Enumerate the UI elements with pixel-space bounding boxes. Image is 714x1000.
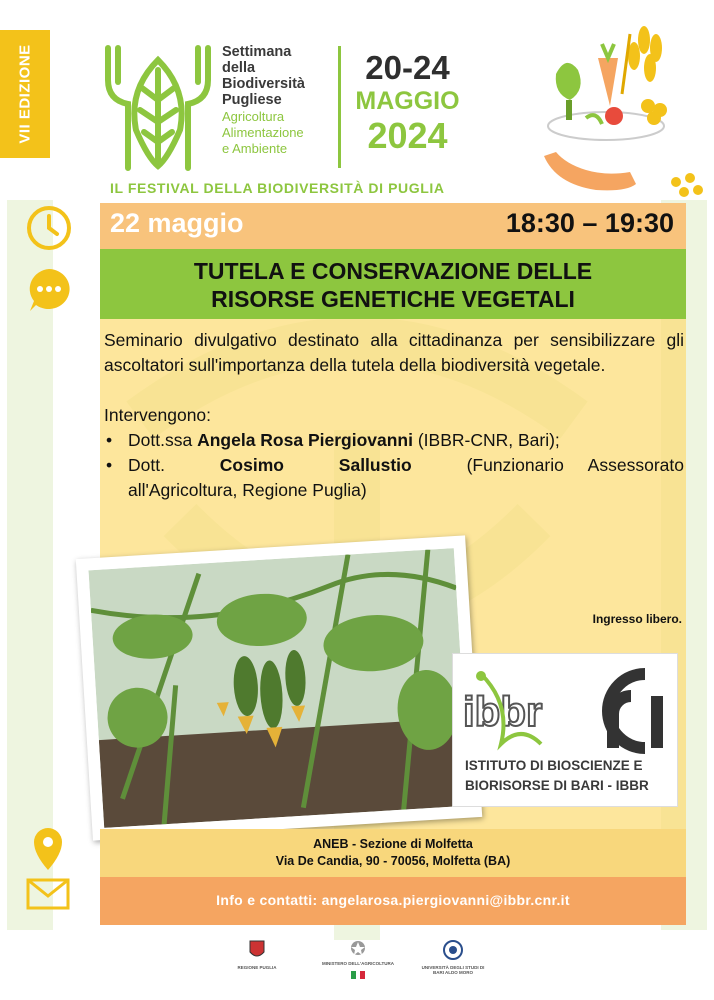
- event-title-line: della: [222, 60, 256, 76]
- speaker-item: • Dott.ssa Angela Rosa Piergiovanni (IBBR-CNR, Bari);: [106, 430, 560, 450]
- event-subtitle-line: Alimentazione: [222, 125, 304, 140]
- speaker-prefix: Dott.ssa: [128, 430, 193, 450]
- speaker-item: • Dott. Cosimo Sallustio (Funzionario Assessorato all'Agricoltura, Regione Puglia): [106, 455, 684, 500]
- event-subtitle-line: Agricoltura: [222, 109, 285, 124]
- entry-note: Ingresso libero.: [592, 612, 682, 626]
- ibbr-logo-text: ibbr: [463, 688, 543, 735]
- event-dates: [350, 50, 465, 156]
- sponsor-label: MINISTERO DELL'AGRICOLTURA: [322, 961, 394, 966]
- festival-tagline: IL FESTIVAL DELLA BIODIVERSITÀ DI PUGLIA: [110, 180, 445, 196]
- regione-puglia-crest-icon: [249, 940, 265, 960]
- festival-logo: [98, 40, 218, 172]
- food-illustration: [526, 14, 706, 204]
- speaker-name: Angela Rosa Piergiovanni: [197, 430, 413, 450]
- session-description: Seminario divulgativo destinato alla cittadinanza per sensibilizzare gli ascoltatori sull'importanza della tutela della biodiversità vegetale.: [104, 330, 684, 375]
- italian-emblem-icon: [350, 940, 366, 956]
- venue-street: Via De Candia, 90 - 70056, Molfetta (BA): [275, 854, 511, 868]
- speaker-prefix: Dott.: [128, 455, 165, 475]
- sponsor-label: UNIVERSITÀ DEGLI STUDI DI BARI ALDO MORO: [421, 965, 485, 975]
- session-time: 18:30 – 19:30: [505, 208, 674, 238]
- clock-icon: [24, 203, 74, 253]
- speaker-affiliation: (IBBR-CNR, Bari);: [417, 430, 560, 450]
- contact-email[interactable]: Info e contatti: angelarosa.piergiovanni@ibbr.cnr.it: [216, 892, 570, 908]
- edition-badge: [0, 30, 50, 158]
- sponsor-regione-puglia: [222, 940, 292, 970]
- venue-address: [100, 829, 686, 877]
- session-datetime-bar: [100, 203, 686, 249]
- uniba-seal-icon: [443, 940, 463, 960]
- event-month: MAGGIO: [355, 87, 460, 115]
- event-year: 2024: [367, 115, 448, 156]
- speaker-affiliation: (Funzionario Assessorato all'Agricoltura, Regione Puglia): [128, 455, 684, 500]
- session-title-line: TUTELA E CONSERVAZIONE DELLE: [193, 258, 593, 284]
- header-divider: [338, 46, 341, 168]
- event-subtitle-line: e Ambiente: [222, 141, 288, 156]
- envelope-icon: [26, 878, 70, 910]
- cucumber-plant-photo: [76, 535, 482, 840]
- ibbr-logo: [461, 664, 671, 754]
- location-pin-icon: [30, 826, 66, 872]
- sponsor-ministero: [318, 940, 398, 984]
- ibbr-logo-box: [452, 653, 678, 807]
- session-title-line: RISORSE GENETICHE VEGETALI: [211, 286, 575, 312]
- session-day: 22 maggio: [110, 208, 244, 238]
- italian-flag-icon: [351, 971, 365, 979]
- sponsor-label: REGIONE PUGLIA: [237, 965, 277, 970]
- venue-name: ANEB - Sezione di Molfetta: [313, 837, 473, 851]
- session-details: [104, 328, 684, 503]
- institute-name-line: BIORISORSE DI BARI - IBBR: [465, 778, 649, 793]
- chat-bubble-icon: [24, 265, 74, 315]
- institute-name: [465, 756, 649, 796]
- contact-bar: [100, 877, 686, 925]
- event-title-block: [222, 44, 332, 156]
- institute-name-line: ISTITUTO DI BIOSCIENZE E: [465, 758, 643, 773]
- sponsor-uniba: [418, 940, 488, 975]
- event-title-line: Pugliese: [222, 92, 282, 108]
- event-date-range: 20-24: [365, 49, 450, 86]
- session-title: [100, 249, 686, 319]
- speaker-name: Cosimo Sallustio: [219, 455, 412, 475]
- speakers-heading: Intervengono:: [104, 405, 212, 425]
- event-title-line: Biodiversità: [222, 76, 305, 92]
- event-title-line: Settimana: [222, 44, 292, 60]
- edition-label: VII EDIZIONE: [16, 44, 34, 144]
